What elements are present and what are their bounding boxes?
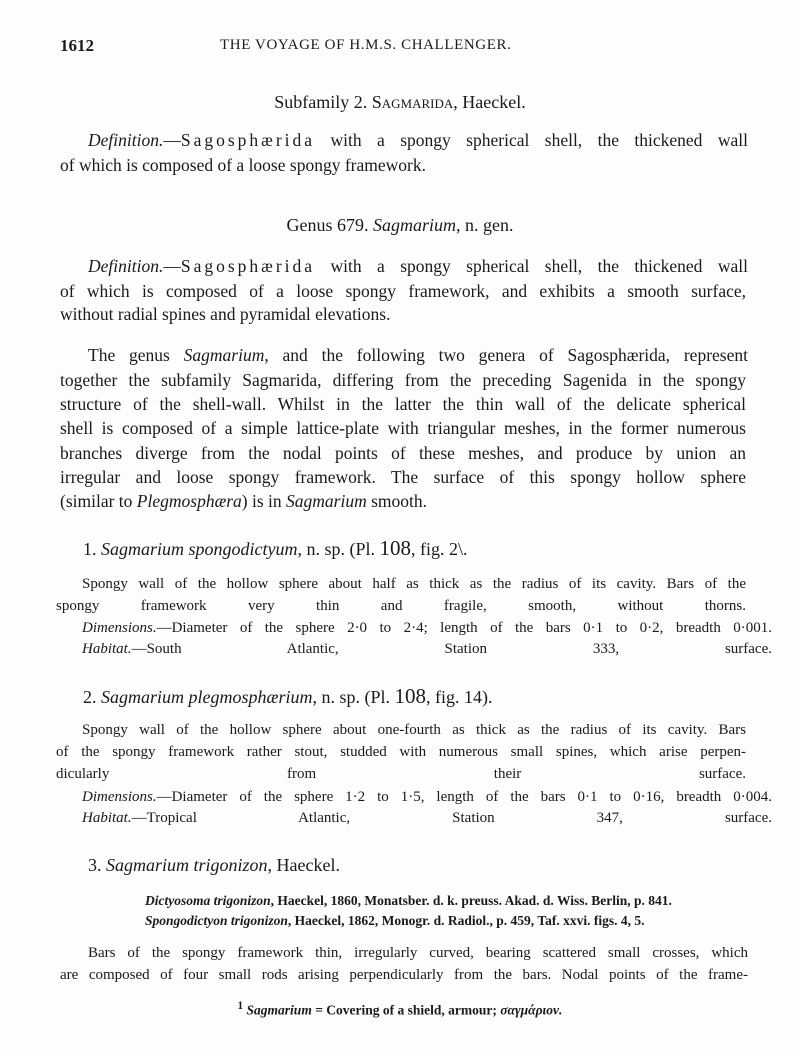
species-1-description-line-1: Spongy wall of the hollow sphere about half as thick as the radius of its cavity. Bars of the: [82, 576, 746, 592]
species-1-heading: 1. Sagmarium spongodictyum, n. sp. (Pl. 108, fig. 2\.: [83, 536, 468, 560]
genus-definition-line-3: without radial spines and pyramidal elevations.: [60, 304, 391, 324]
genus-heading: Genus 679. Sagmarium, n. gen.: [286, 215, 514, 235]
genus-name: Sagmarium: [372, 215, 456, 235]
intro-line-1: The genus Sagmarium, and the following two genera of Sagosphærida, represent: [88, 345, 748, 365]
species-2-name: Sagmarium plegmosphærium: [101, 687, 313, 707]
intro-line-2: together the subfamily Sagmarida, differing from the preceding Sagenida in the spongy: [60, 370, 746, 390]
definition-label: Definition.: [88, 256, 164, 276]
intro-line-5: branches diverge from the nodal points of these meshes, and produce by union an: [60, 443, 746, 463]
synonym-reference-2: Spongodictyon trigonizon, Haeckel, 1862, Monogr. d. Radiol., p. 459, Taf. xxvi. figs. 4, 5.: [145, 913, 645, 928]
species-3-description-line-2: are composed of four small rods arising perpendicularly from the bars. Nodal points of the frame-: [60, 967, 748, 983]
page-number: 1612: [60, 36, 94, 55]
intro-line-3: structure of the shell-wall. Whilst in the latter the thin wall of the delicate spherical: [60, 394, 746, 414]
species-1-name: Sagmarium spongodictyum: [101, 539, 298, 559]
definition-label: Definition.: [88, 130, 164, 150]
species-3-heading: 3. Sagmarium trigonizon, Haeckel.: [88, 855, 340, 875]
species-2-description-line-3: dicularly from their surface.: [56, 766, 746, 782]
intro-line-7: (similar to Plegmosphæra) is in Sagmarium smooth.: [60, 491, 428, 511]
species-1-dimensions: Dimensions.—Diameter of the sphere 2·0 to 2·4; length of the bars 0·1 to 0·2, breadth 0·001.: [82, 620, 772, 636]
subfamily-name: Sagmarida: [371, 92, 454, 112]
species-2-description-line-1: Spongy wall of the hollow sphere about one-fourth as thick as the radius of its cavity. Bars: [82, 722, 746, 738]
species-3-description-line-1: Bars of the spongy framework thin, irregularly curved, bearing scattered small crosses, which: [88, 945, 748, 961]
species-1-description-line-2: spongy framework very thin and fragile, smooth, without thorns.: [56, 598, 746, 614]
subfamily-heading: Subfamily 2. Sagmarida, Haeckel.: [274, 92, 526, 112]
species-2-habitat: Habitat.—Tropical Atlantic, Station 347, surface.: [82, 810, 772, 826]
species-2-dimensions: Dimensions.—Diameter of the sphere 1·2 to 1·5, length of the bars 0·1 to 0·16, breadth 0·004.: [82, 789, 772, 805]
intro-line-4: shell is composed of a simple lattice-plate with triangular meshes, in the former numerous: [60, 418, 746, 438]
species-2-heading: 2. Sagmarium plegmosphærium, n. sp. (Pl. 108, fig. 14).: [83, 684, 493, 708]
species-2-description-line-2: of the spongy framework rather stout, studded with numerous small spines, which arise perpen-: [56, 744, 746, 760]
subfamily-definition-line-2: of which is composed of a loose spongy framework.: [60, 155, 426, 175]
running-title: THE VOYAGE OF H.M.S. CHALLENGER.: [220, 37, 512, 53]
genus-definition-line-2: of which is composed of a loose spongy framework, and exhibits a smooth surface,: [60, 281, 746, 301]
species-3-name: Sagmarium trigonizon: [106, 855, 268, 875]
genus-definition-line-1: Definition.—Sagosphærida with a spongy spherical shell, the thickened wall: [88, 256, 748, 276]
synonym-reference-1: Dictyosoma trigonizon, Haeckel, 1860, Monatsber. d. k. preuss. Akad. d. Wiss. Berlin, p. 841.: [145, 893, 672, 908]
intro-line-6: irregular and loose spongy framework. The surface of this spongy hollow sphere: [60, 467, 746, 487]
footnote: $^1$ Sagmarium = Covering of a shield, armour; σαγμάριον.: [237, 1000, 563, 1018]
subfamily-definition-line-1: Definition.—Sagosphærida with a spongy spherical shell, the thickened wall: [88, 130, 748, 150]
species-1-habitat: Habitat.—South Atlantic, Station 333, surface.: [82, 641, 772, 657]
